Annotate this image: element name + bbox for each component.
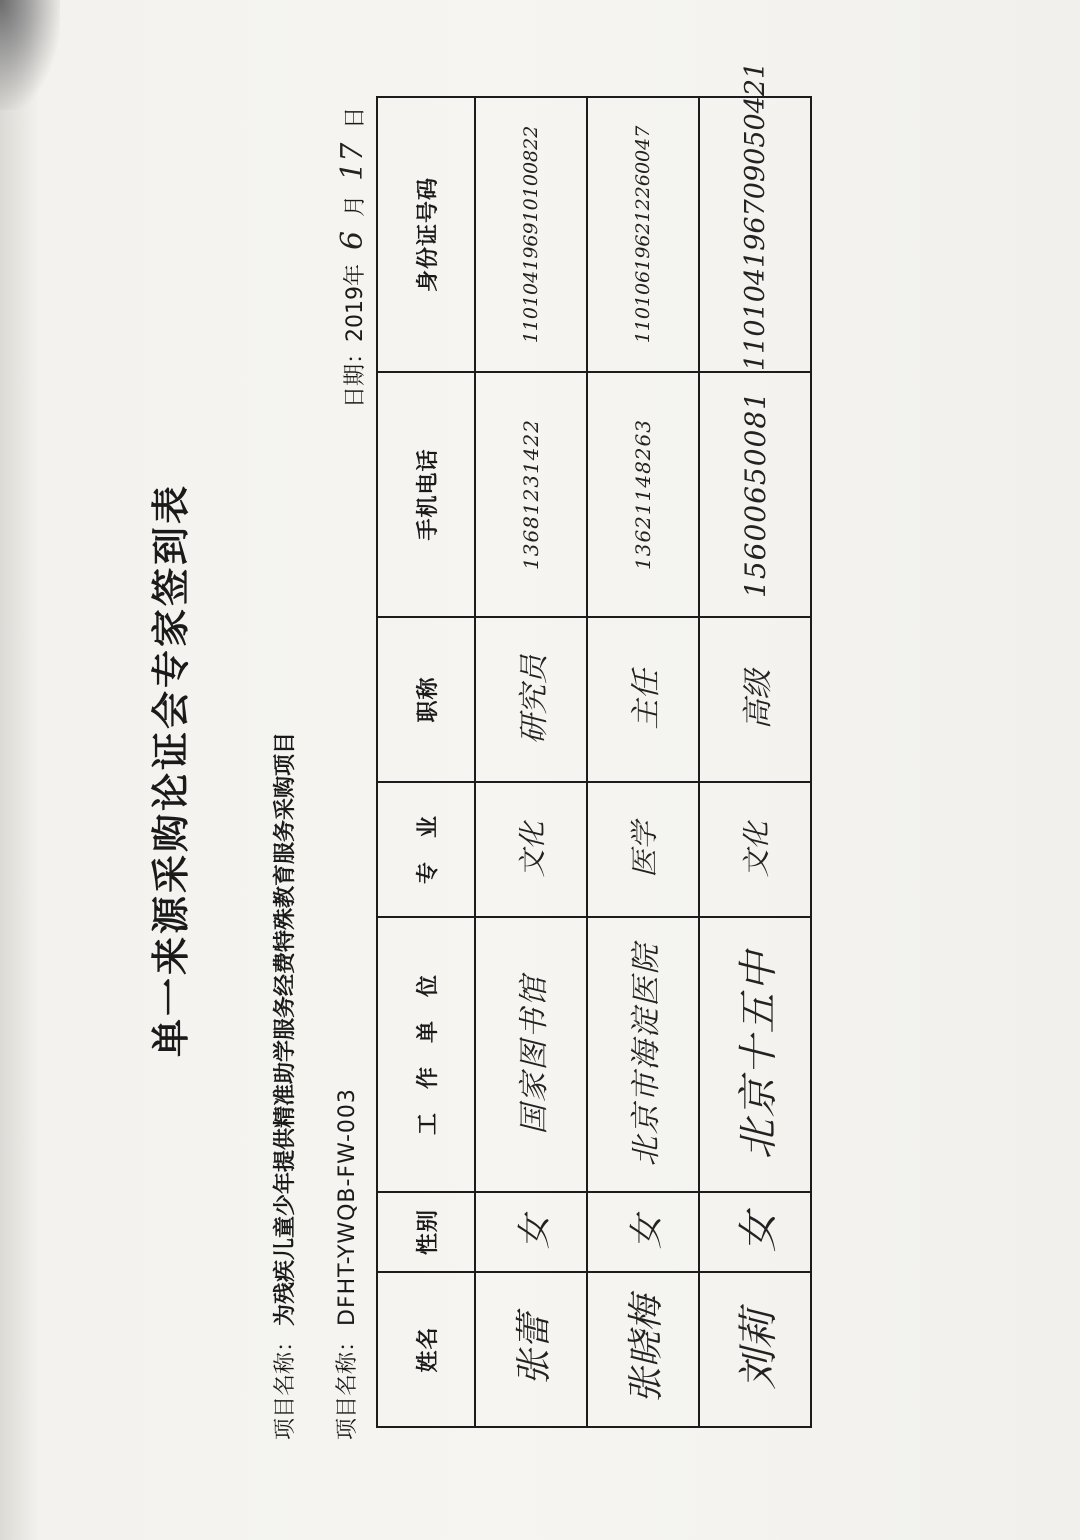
handwritten-name: 张蕾 (513, 1313, 555, 1386)
handwritten-phone: 13681231422 (519, 419, 543, 570)
cell-gender (475, 1192, 587, 1272)
header-id-number: 身份证号码 (377, 97, 475, 372)
cell-work-unit (587, 917, 699, 1192)
handwritten-gender: 女 (626, 1215, 667, 1249)
project-name-value: 为残疾儿童少年提供精准助学服务经费特殊教育服务采购项目 (273, 731, 298, 1326)
header-title: 职称 (377, 617, 475, 782)
cell-name (699, 1272, 811, 1427)
date-month: 6 (335, 230, 370, 250)
project-code-line (330, 1088, 361, 1440)
handwritten-id-number: 110106196212260047 (632, 125, 654, 344)
handwritten-work-unit: 北京市海淀医院 (629, 942, 664, 1167)
table-row (475, 97, 587, 1427)
cell-phone (587, 372, 699, 617)
expert-sign-in-table (376, 61, 812, 1428)
cell-title (699, 617, 811, 782)
handwritten-work-unit: 北京十五中 (735, 949, 782, 1160)
cell-id-number (475, 97, 587, 372)
handwritten-id-number: 110104196910100822 (520, 125, 542, 344)
handwritten-title: 高级 (741, 669, 776, 730)
handwritten-id-number: 110104196709050421 (739, 61, 771, 371)
cell-specialty (587, 782, 699, 917)
cell-phone (475, 372, 587, 617)
header-phone: 手机电话 (377, 372, 475, 617)
handwritten-name: 张晓梅 (625, 1295, 667, 1404)
cell-id-number (699, 61, 811, 372)
project-name-line (268, 732, 299, 1440)
header-gender: 性别 (377, 1192, 475, 1272)
project-code-value: DFHT-YWQB-FW-003 (335, 1088, 360, 1326)
header-work-unit: 工 作 单 位 (377, 917, 475, 1192)
project-name-label: 项目名称： (273, 1329, 298, 1440)
header-specialty: 专 业 (377, 782, 475, 917)
handwritten-title: 主任 (629, 669, 664, 730)
cell-name (587, 1272, 699, 1427)
table-row (699, 97, 811, 1427)
handwritten-specialty: 文化 (516, 821, 549, 878)
date-day-unit: 日 (343, 106, 368, 129)
table-row (587, 97, 699, 1427)
cell-specialty (475, 782, 587, 917)
handwritten-name: 刘莉 (735, 1309, 782, 1390)
date-line (335, 107, 370, 408)
project-code-label: 项目名称： (335, 1329, 360, 1440)
handwritten-specialty: 文化 (740, 821, 773, 878)
handwritten-phone: 15600650081 (738, 391, 772, 598)
cell-title (475, 617, 587, 782)
date-year: 2019年 (343, 263, 368, 342)
cell-work-unit (475, 917, 587, 1192)
handwritten-phone: 13621148263 (631, 419, 655, 570)
cell-phone (699, 372, 811, 617)
cell-id-number (587, 97, 699, 372)
cell-gender (699, 1192, 811, 1272)
date-day: 17 (335, 142, 370, 181)
handwritten-work-unit: 国家图书馆 (517, 974, 552, 1135)
table-header-row (377, 97, 475, 1427)
handwritten-gender: 女 (735, 1212, 782, 1252)
cell-title (587, 617, 699, 782)
handwritten-specialty: 医学 (628, 821, 661, 878)
cell-name (475, 1272, 587, 1427)
cell-specialty (699, 782, 811, 917)
date-month-unit: 月 (343, 194, 368, 217)
cell-work-unit (699, 917, 811, 1192)
header-name: 姓名 (377, 1272, 475, 1427)
document-title: 单一来源采购论证会专家签到表 (149, 483, 193, 1058)
date-label: 日期： (343, 341, 368, 408)
cell-gender (587, 1192, 699, 1272)
handwritten-title: 研究员 (517, 654, 552, 745)
handwritten-gender: 女 (514, 1215, 555, 1249)
